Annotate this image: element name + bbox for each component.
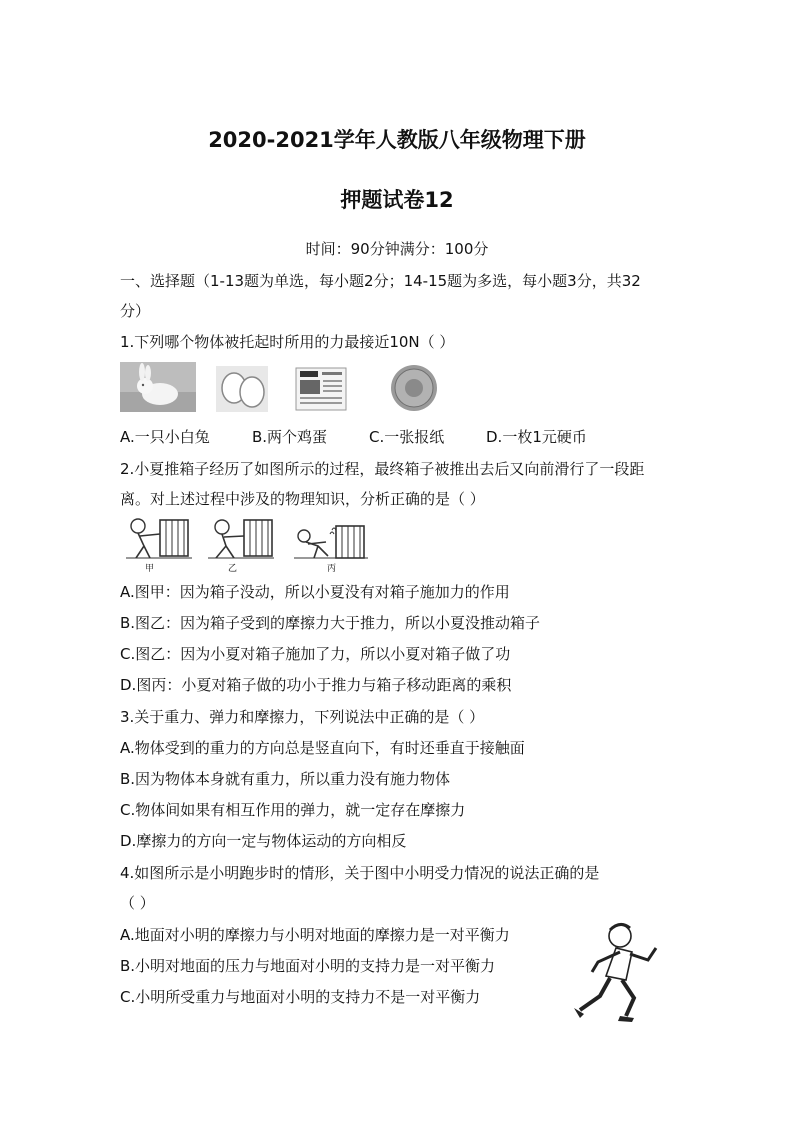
push-box-figure-bing xyxy=(290,516,370,562)
q3-stem: 3.关于重力、弹力和摩擦力，下列说法中正确的是（ ） xyxy=(120,708,485,726)
q2-stem-line1: 2.小夏推箱子经历了如图所示的过程，最终箱子被推出去后又向前滑行了一段距 xyxy=(120,460,645,478)
fig-label-yi: 乙 xyxy=(228,564,238,574)
time-info: 时间：90分钟满分：100分 xyxy=(305,240,489,258)
q1-stem: 1.下列哪个物体被托起时所用的力最接近10N（ ） xyxy=(120,333,455,351)
q2-stem-line2: 离。对上述过程中涉及的物理知识，分析正确的是（ ） xyxy=(120,490,485,508)
q3-option-d: D.摩擦力的方向一定与物体运动的方向相反 xyxy=(120,832,407,850)
q4-stem-line1: 4.如图所示是小明跑步时的情形，关于图中小明受力情况的说法正确的是 xyxy=(120,864,600,882)
q4-option-c: C.小明所受重力与地面对小明的支持力不是一对平衡力 xyxy=(120,988,481,1006)
q1-option-a: A.一只小白兔 xyxy=(120,428,210,446)
q3-option-b: B.因为物体本身就有重力，所以重力没有施力物体 xyxy=(120,770,451,788)
q2-option-c: C.图乙：因为小夏对箱子施加了力，所以小夏对箱子做了功 xyxy=(120,645,511,663)
exam-subtitle: 押题试卷12 xyxy=(340,188,454,212)
section-heading-line2: 分） xyxy=(120,302,151,320)
coin-image xyxy=(388,362,440,414)
section-heading-line1: 一、选择题（1-13题为单选，每小题2分；14-15题为多选，每小题3分，共32 xyxy=(120,272,641,290)
fig-label-jia: 甲 xyxy=(145,564,155,574)
q4-option-b: B.小明对地面的压力与地面对小明的支持力是一对平衡力 xyxy=(120,957,496,975)
running-boy-image xyxy=(560,918,670,1026)
eggs-image xyxy=(216,366,268,412)
q2-option-a: A.图甲：因为箱子没动，所以小夏没有对箱子施加力的作用 xyxy=(120,583,510,601)
exam-title: 2020-2021学年人教版八年级物理下册 xyxy=(208,128,586,152)
q1-option-c: C.一张报纸 xyxy=(369,428,445,446)
q3-option-a: A.物体受到的重力的方向总是竖直向下，有时还垂直于接触面 xyxy=(120,739,525,757)
push-box-figure-yi xyxy=(204,514,276,562)
newspaper-image xyxy=(294,366,348,412)
q4-stem-line2: （ ） xyxy=(120,894,155,912)
q1-option-d: D.一枚1元硬币 xyxy=(486,428,587,446)
q4-option-a: A.地面对小明的摩擦力与小明对地面的摩擦力是一对平衡力 xyxy=(120,926,510,944)
q2-option-d: D.图丙：小夏对箱子做的功小于推力与箱子移动距离的乘积 xyxy=(120,676,512,694)
q2-option-b: B.图乙：因为箱子受到的摩擦力大于推力，所以小夏没推动箱子 xyxy=(120,614,541,632)
q1-option-b: B.两个鸡蛋 xyxy=(252,428,328,446)
fig-label-bing: 丙 xyxy=(327,564,337,574)
q3-option-c: C.物体间如果有相互作用的弹力，就一定存在摩擦力 xyxy=(120,801,466,819)
push-box-figure-jia xyxy=(122,514,194,562)
rabbit-image xyxy=(120,362,196,412)
